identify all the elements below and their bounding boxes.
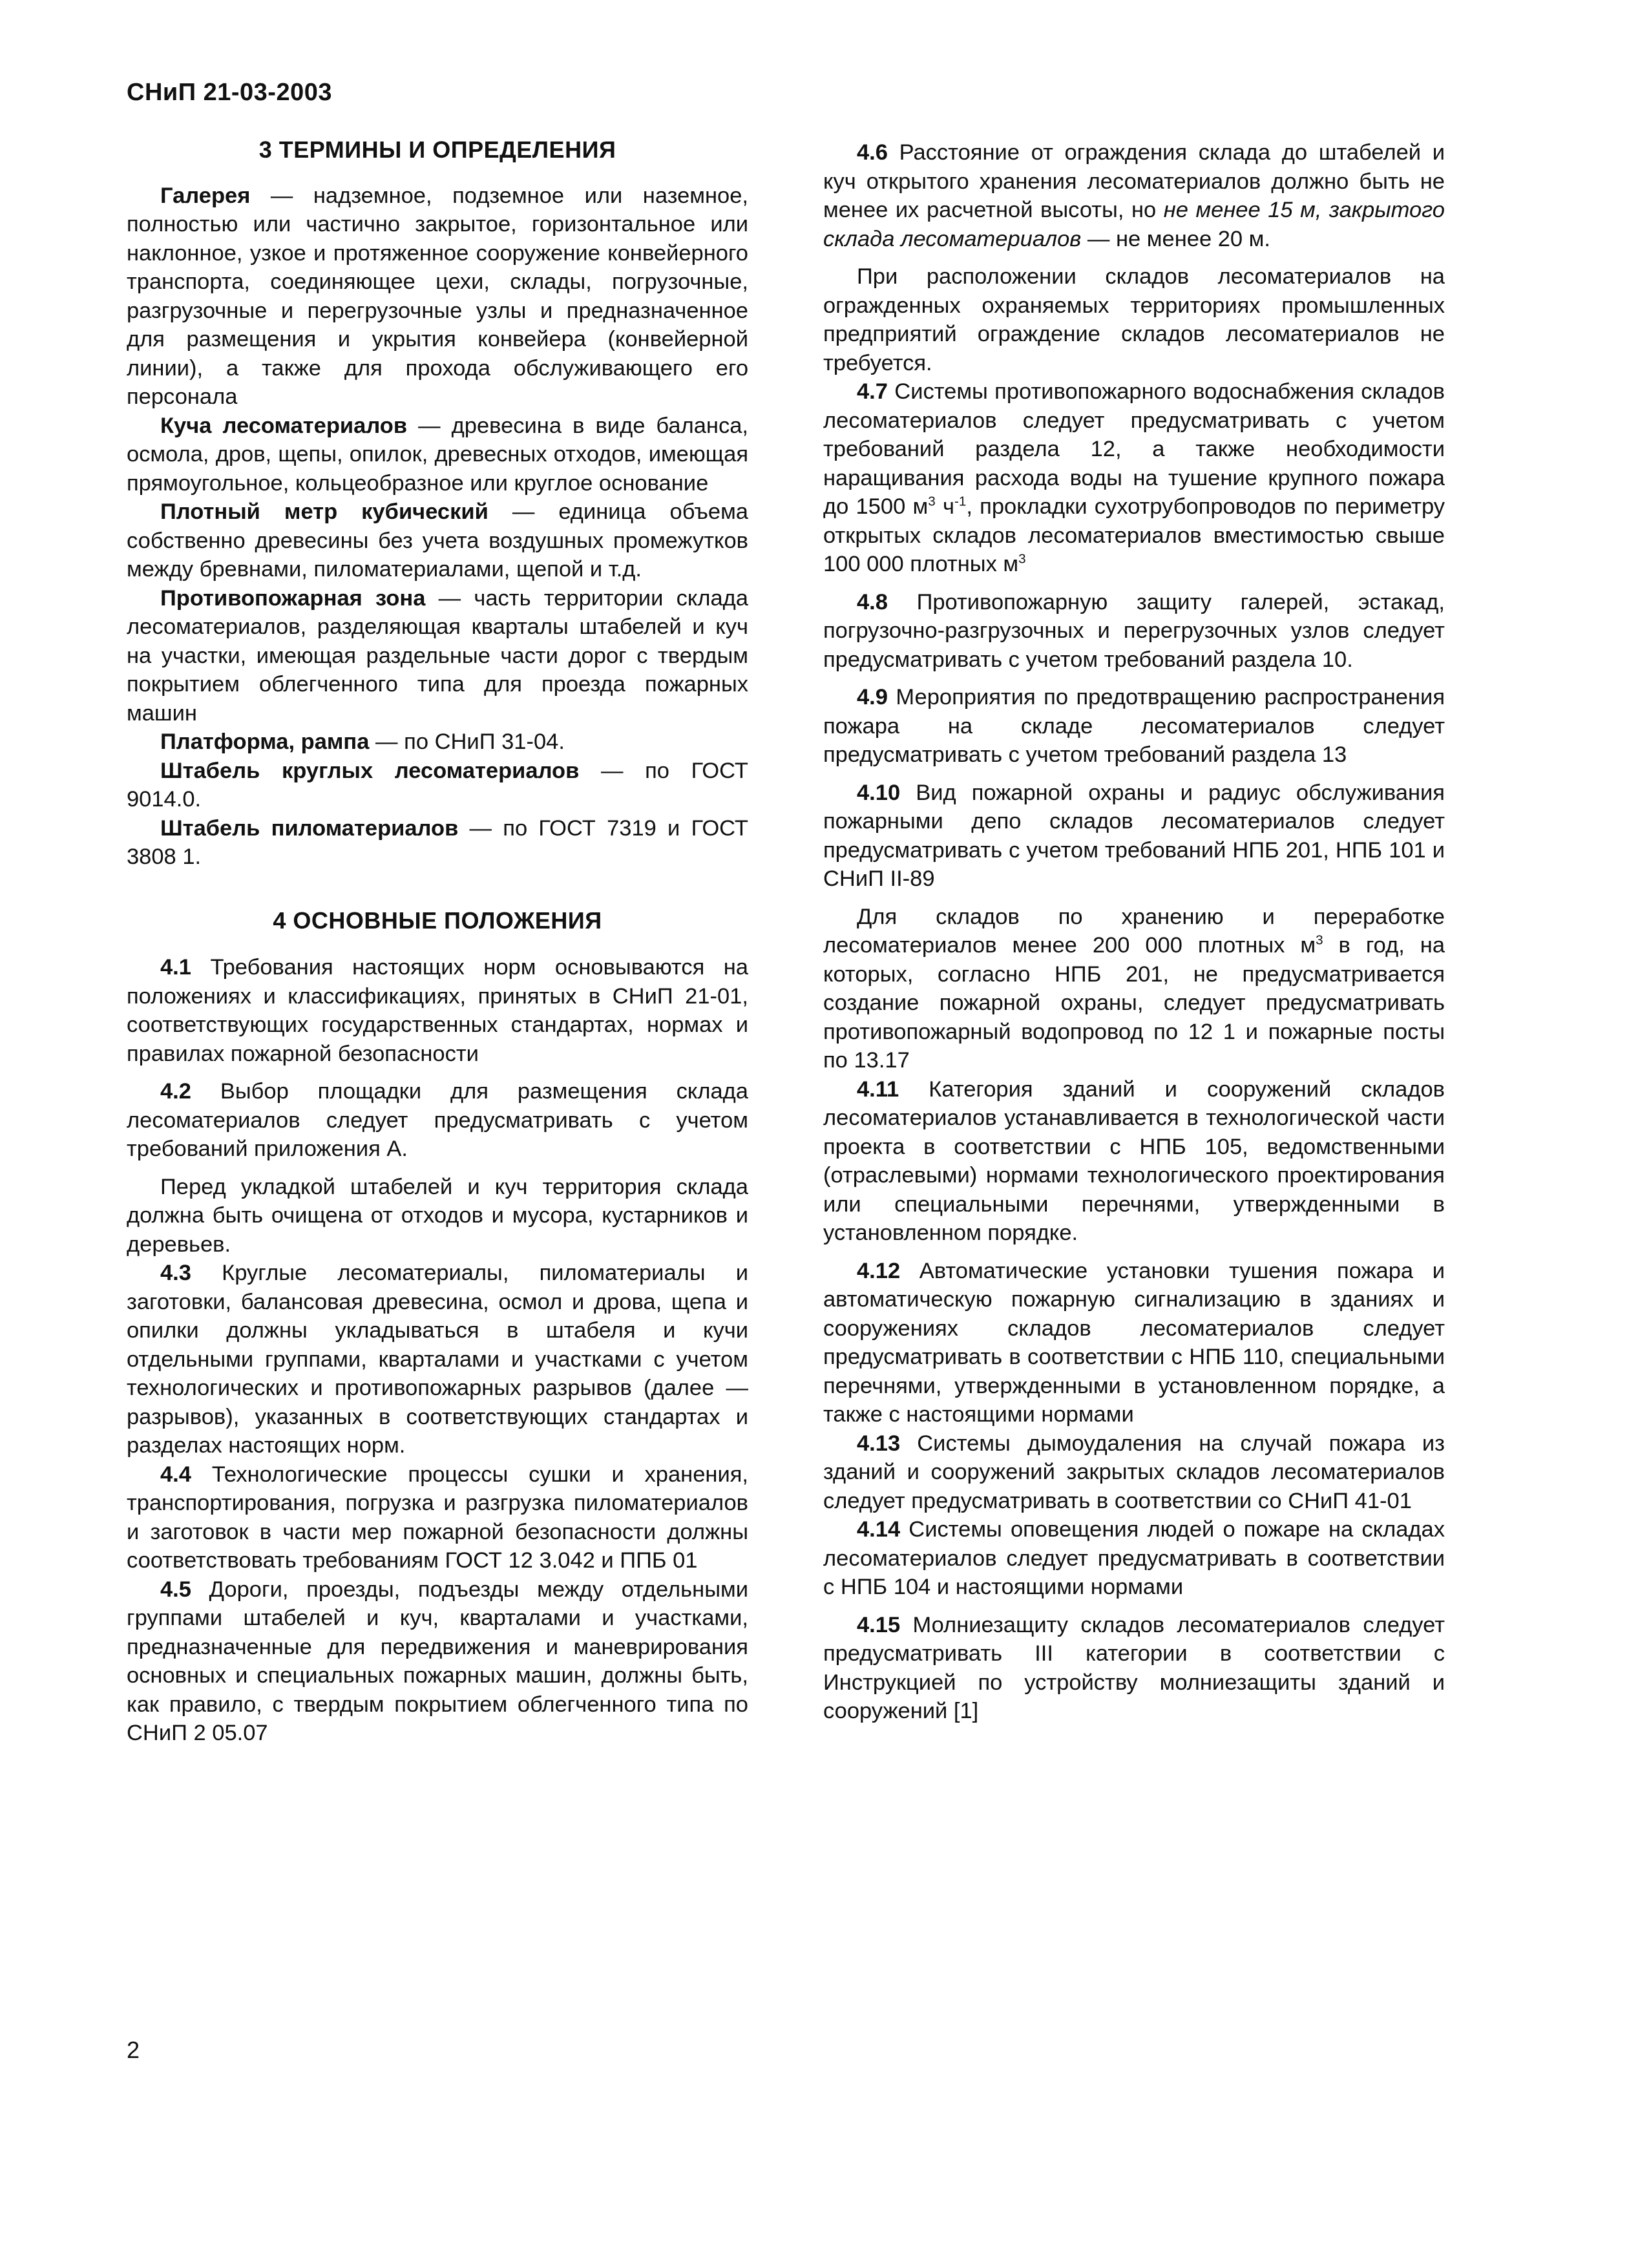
clause-text: Автоматические установки тушения пожара и автоматическую пожарную сигнализацию в зданиях и сооружениях складов лесоматериалов следует предусматривать в соответствии с НПБ 110, специальными перечнями, утвержденными в установленном порядке, а также с настоящими нормами: [823, 1258, 1445, 1427]
clause-text: Расстояние от ограждения склада до штабелей и куч открытого хранения лесоматериалов должно быть не менее их расчетной высоты, но: [823, 140, 1445, 222]
clause-text: Для складов по хранению и переработке лесоматериалов менее 200 000 плотных м: [823, 904, 1445, 958]
clause-number: 4.3: [160, 1261, 191, 1285]
clause-4-10-continued: [823, 903, 1445, 1075]
term-definition: [127, 182, 748, 412]
clause-text: Вид пожарной охраны и радиус обслуживания пожарными депо складов лесоматериалов следует предусматривать с учетом требований НПБ 201, НПБ 101 и СНиП II-89: [823, 780, 1445, 891]
clause-number: 4.12: [857, 1258, 901, 1283]
clause-4-6-continued: При расположении складов лесоматериалов на огражденных охраняемых территориях промышленных предприятий ограждение складов лесоматериалов не требуется.: [823, 264, 1445, 375]
clause-number: 4.1: [160, 955, 191, 980]
term-definition: [127, 814, 748, 872]
superscript: 3: [928, 494, 936, 509]
clause-4-5: [127, 1575, 748, 1748]
clause-4-9: [823, 683, 1445, 770]
clause-text: Молниезащиту складов лесоматериалов следует предусматривать III категории в соответствии с Инструкцией по устройству молниезащиты зданий и сооружений [1]: [823, 1612, 1445, 1723]
clause-number: 4.7: [857, 379, 888, 404]
term-text: — часть территории склада лесоматериалов, разделяющая кварталы штабелей и куч на участки, имеющая раздельные части дорог с твердым покрытием облегченного типа для проезда пожарных машин: [127, 585, 748, 726]
term-text: — единица объема собственно древесины без учета воздушных промежутков между бревнами, пиломатериалами, щепой и т.д.: [127, 499, 748, 582]
clause-text: Категория зданий и сооружений складов лесоматериалов устанавливается в технологической части проекта в соответствии с НПБ 105, ведомственными (отраслевыми) нормами технологического проектирования или специальными перечнями, утвержденными в установленном порядке.: [823, 1076, 1445, 1245]
term-text: — по ГОСТ 7319 и ГОСТ 3808 1.: [127, 815, 748, 869]
document-header: СНиП 21-03-2003: [127, 79, 332, 106]
page-number: 2: [127, 2037, 140, 2063]
clause-number: 4.6: [857, 140, 888, 165]
term-name: Галерея: [160, 183, 251, 208]
clause-text: Системы дымоудаления на случай пожара из зданий и сооружений закрытых складов лесоматериалов следует предусматривать в соответствии со СНиП 41-01: [823, 1431, 1445, 1513]
term-definition: [127, 584, 748, 728]
clause-text: Мероприятия по предотвращению распространения пожара на складе лесоматериалов следует предусматривать с учетом требований раздела 13: [823, 685, 1445, 767]
clause-4-2: [127, 1077, 748, 1164]
term-name: Плотный метр кубический: [160, 499, 488, 524]
clause-number: 4.5: [160, 1577, 191, 1602]
clause-4-11: [823, 1075, 1445, 1248]
superscript: 3: [1316, 932, 1323, 948]
clause-4-10: [823, 779, 1445, 894]
clause-number: 4.15: [857, 1612, 901, 1637]
clause-number: 4.8: [857, 589, 888, 614]
clause-text: Противопожарную защиту галерей, эстакад, погрузочно-разгрузочных и перегрузочных узлов следует предусматривать с учетом требований раздела 10.: [823, 589, 1445, 672]
clause-text: — не менее 20 м.: [1081, 226, 1270, 251]
superscript: -1: [954, 494, 967, 509]
clause-text: Системы противопожарного водоснабжения складов лесоматериалов следует предусматривать с учетом требований раздела 12, а также необходимости наращивания расхода воды на тушение крупного пожара до 1500 м: [823, 379, 1445, 519]
clause-4-12: [823, 1257, 1445, 1429]
term-definition: [127, 757, 748, 814]
clause-number: 4.14: [857, 1517, 901, 1542]
section-3-title: 3 ТЕРМИНЫ И ОПРЕДЕЛЕНИЯ: [258, 136, 616, 163]
clause-number: 4.9: [857, 685, 888, 709]
right-column: [823, 138, 1445, 1726]
section-4-title: 4 ОСНОВНЫЕ ПОЛОЖЕНИЯ: [273, 907, 602, 934]
term-definition: [127, 412, 748, 498]
clause-4-15: [823, 1611, 1445, 1726]
clause-4-14: [823, 1515, 1445, 1602]
clause-4-8: [823, 588, 1445, 675]
clause-number: 4.11: [857, 1076, 899, 1102]
term-definition: [127, 498, 748, 584]
term-name: Штабель круглых лесоматериалов: [160, 758, 580, 783]
term-name: Штабель пиломатериалов: [160, 815, 459, 841]
clause-4-6: [823, 138, 1445, 253]
clause-text: Выбор площадки для размещения склада лесоматериалов следует предусматривать с учетом требований приложения А.: [127, 1079, 748, 1161]
clause-text: Требования настоящих норм основываются на положениях и классификациях, принятых в СНиП 21-01, соответствующих государственных стандартах, нормах и правилах пожарной безопасности: [127, 955, 748, 1066]
clause-4-3: [127, 1259, 748, 1460]
clause-4-13: [823, 1429, 1445, 1516]
clause-text: в год, на которых, согласно НПБ 201, не предусматривается создание пожарной охраны, следует предусматривать противопожарный водопровод по 12 1 и пожарные посты по 13.17: [823, 933, 1445, 1073]
clause-number: 4.2: [160, 1079, 191, 1104]
term-name: Куча лесоматериалов: [160, 413, 408, 438]
clause-text: , прокладки сухотрубопроводов по периметру открытых складов лесоматериалов вместимостью свыше 100 000 плотных м: [823, 494, 1445, 576]
clause-4-2-continued: Перед укладкой штабелей и куч территория склада должна быть очищена от отходов и мусора, кустарников и деревьев.: [127, 1174, 748, 1257]
clause-4-1: [127, 953, 748, 1068]
term-text: — по СНиП 31-04.: [369, 730, 565, 754]
left-column: [127, 136, 748, 1748]
term-text: — по ГОСТ 9014.0.: [127, 758, 748, 812]
clause-4-4: [127, 1460, 748, 1575]
superscript: 3: [1018, 551, 1026, 567]
clause-text: Системы оповещения людей о пожаре на складах лесоматериалов следует предусматривать в соответствии с НПБ 104 и настоящими нормами: [823, 1517, 1445, 1599]
term-definition: [127, 728, 748, 757]
clause-text: Круглые лесоматериалы, пиломатериалы и заготовки, балансовая древесина, осмол и дрова, щепа и опилки должны укладываться в штабеля и кучи отдельными группами, кварталами и участками с учетом технологических и противопожарных разрывов (далее — разрывов), указанных в соответствующих стандартах и разделах настоящих норм.: [127, 1261, 748, 1458]
clause-text: ч: [935, 494, 954, 519]
clause-number: 4.10: [857, 780, 901, 805]
term-name: Платформа, рампа: [160, 730, 370, 754]
clause-text-italic: не менее 15 м, закрытого склада лесоматериалов: [823, 198, 1445, 251]
term-name: Противопожарная зона: [160, 585, 426, 611]
clause-text: Технологические процессы сушки и хранения, транспортирования, погрузка и разгрузка пиломатериалов и заготовок в части мер пожарной безопасности должны соответствовать требованиям ГОСТ 12 3.042 и ППБ 01: [127, 1462, 748, 1573]
clause-number: 4.13: [857, 1431, 901, 1456]
clause-4-7: [823, 377, 1445, 579]
term-text: — древесина в виде баланса, осмола, дров, щепы, опилок, древесных отходов, имеющая прямоугольное, кольцеобразное или круглое основание: [127, 413, 748, 496]
clause-number: 4.4: [160, 1462, 191, 1487]
term-text: — надземное, подземное или наземное, полностью или частично закрытое, горизонтальное или наклонное, узкое и протяженное сооружение конвейерного транспорта, соединяющее цехи, склады, погрузочные, разгрузочные и перегрузочные узлы и предназначенное для размещения и укрытия конвейера (конвейерной линии), а также для прохода обслуживающего его персонала: [127, 183, 748, 409]
clause-text: Дороги, проезды, подъезды между отдельными группами штабелей и куч, кварталами и участками, предназначенные для передвижения и маневрирования основных и специальных пожарных машин, должны быть, как правило, с твердым покрытием облегченного типа по СНиП 2 05.07: [127, 1577, 748, 1745]
